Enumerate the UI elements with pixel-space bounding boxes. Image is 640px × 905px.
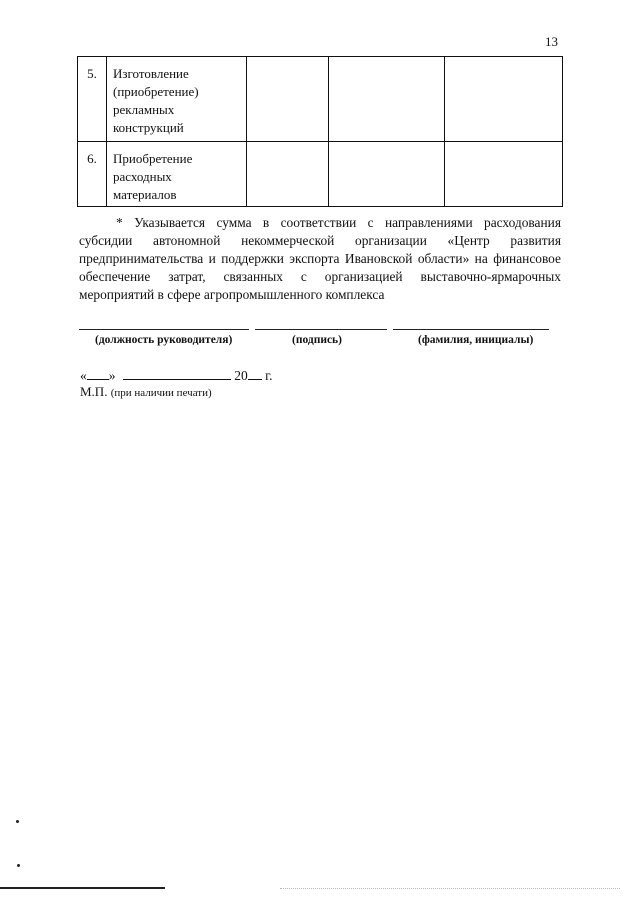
position-line [79,329,249,330]
amount-cell [445,57,563,142]
table-row [78,57,563,142]
expense-item-name [107,142,247,207]
amount-cell [329,57,445,142]
day-blank [87,367,109,380]
year-blank [248,367,262,380]
expense-item-line: конструкций [113,120,184,135]
expense-item-line: материалов [113,187,177,202]
amount-cell [445,142,563,207]
table-row [78,142,563,207]
stamp-label: М.П. [80,384,108,399]
date-close-quote: » [108,368,116,383]
date-line [80,367,273,384]
signature-lines [79,329,549,330]
footnote: * Указывается сумма в соответствии с направлениями расходования субсидии автономной некоммерческой организации «Центр развития предпринимательства и поддержки экспорта Ивановской области» на финансовое обеспечение затрат, связанных с организацией выставочно-ярмарочных мероприятий в сфере агропромышленного комплекса [79,215,561,302]
position-label: (должность руководителя) [95,334,233,346]
expense-item-line: расходных [113,169,172,184]
expense-item-line: Приобретение [113,151,193,166]
signature-line [255,329,387,330]
signature-label: (подпись) [292,334,342,346]
stamp-note [80,384,212,400]
expense-item-line: Изготовление [113,66,189,81]
month-blank [123,367,231,380]
scan-noise [280,888,620,890]
expense-item-line: (приобретение) [113,84,199,99]
row-number: 6. [78,142,107,207]
date-open-quote: « [80,368,87,383]
stamp-hint: (при наличии печати) [110,387,212,399]
scan-dot [16,820,19,823]
year-prefix: 20 [234,368,248,383]
amount-cell [247,57,329,142]
scan-dot [17,864,20,867]
row-number: 5. [78,57,107,142]
scan-edge-line [0,887,165,889]
amount-cell [329,142,445,207]
name-label: (фамилия, инициалы) [418,334,534,346]
name-line [393,329,549,330]
page-number: 13 [545,34,558,49]
expense-table [77,56,563,207]
amount-cell [247,142,329,207]
expense-item-line: рекламных [113,102,175,117]
year-suffix: г. [265,368,273,383]
expense-item-name [107,57,247,142]
